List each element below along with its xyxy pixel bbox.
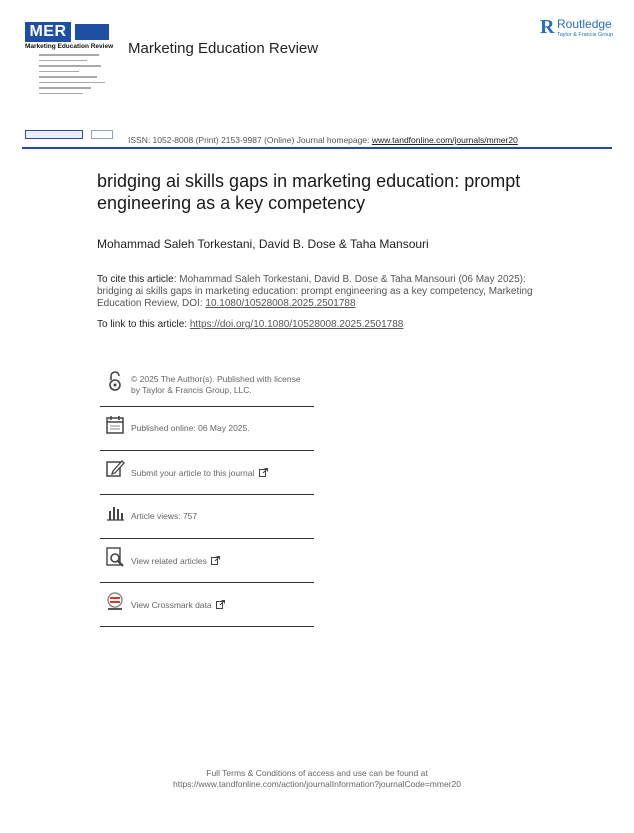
crossmark-link-wrap	[131, 600, 225, 611]
issn-line	[128, 135, 518, 145]
cover-banner	[75, 24, 109, 40]
page-footer	[0, 768, 634, 790]
calendar-icon	[104, 414, 126, 436]
article-title: bridging ai skills gaps in marketing education: prompt engineering as a key competency	[97, 171, 521, 213]
related-row[interactable]	[100, 539, 314, 583]
journal-title: Marketing Education Review	[128, 40, 319, 57]
external-link-icon	[259, 468, 268, 477]
related-articles-icon	[104, 546, 126, 568]
publisher-logo	[540, 16, 620, 42]
external-link-icon	[216, 600, 225, 609]
journal-homepage-link[interactable]: www.tandfonline.com/journals/mmer20	[371, 135, 518, 145]
crossmark-icon	[104, 591, 126, 613]
doi-link[interactable]: 10.1080/10528008.2025.2501788	[205, 298, 356, 309]
journal-cover-thumbnail	[25, 22, 114, 98]
article-doi-url[interactable]: https://doi.org/10.1080/10528008.2025.2501788	[189, 319, 404, 330]
tandf-online-logo	[25, 130, 83, 139]
crossmark-link[interactable]: View Crossmark data	[131, 600, 212, 610]
submit-row[interactable]	[100, 451, 314, 495]
issn-text: ISSN: 1052-8008 (Print) 2153-9987 (Online) Journal homepage:	[128, 135, 370, 145]
edit-icon	[104, 457, 126, 479]
header-rule	[22, 147, 612, 149]
article-link-line	[97, 319, 403, 330]
published-row	[100, 407, 314, 451]
citation-block	[97, 274, 547, 310]
published-text: Published online: 06 May 2025.	[131, 423, 250, 433]
license-row	[100, 366, 314, 407]
open-access-icon	[104, 370, 126, 392]
cite-label: To cite this article:	[97, 274, 177, 285]
submit-link[interactable]: Submit your article to this journal	[131, 468, 255, 478]
bar-chart-icon	[104, 501, 126, 523]
crossref-logo	[91, 130, 113, 139]
views-text: Article views: 757	[131, 511, 198, 521]
cover-contents	[39, 54, 107, 98]
link-label: To link to this article:	[97, 319, 188, 330]
publisher-name: Routledge	[557, 17, 612, 31]
footer-url[interactable]: https://www.tandfonline.com/action/journalInformation?journalCode=mmer20	[173, 779, 461, 789]
tandf-logos	[25, 129, 115, 139]
crossmark-row[interactable]	[100, 583, 314, 627]
publisher-tagline: Taylor & Francis Group	[557, 32, 614, 38]
external-link-icon	[211, 556, 220, 565]
views-row	[100, 495, 314, 539]
submit-link-wrap	[131, 468, 268, 479]
related-link-wrap	[131, 556, 220, 567]
cover-title: Marketing Education Review	[25, 43, 114, 50]
routledge-r-icon: R	[540, 16, 555, 38]
mer-logo: MER	[25, 22, 71, 42]
article-info-list	[100, 366, 314, 627]
related-link[interactable]: View related articles	[131, 556, 207, 566]
article-authors: Mohammad Saleh Torkestani, David B. Dose & Taha Mansouri	[97, 237, 429, 251]
license-text: © 2025 The Author(s). Published with license by Taylor & Francis Group, LLC.	[131, 374, 301, 395]
cite-text: Mohammad Saleh Torkestani, David B. Dose & Taha Mansouri (06 May 2025): bridging ai skills gaps in marketing education: prompt engineering as a key competency, Marketing Education Review, DOI:	[97, 274, 533, 309]
footer-terms: Full Terms & Conditions of access and use can be found at	[206, 768, 428, 778]
